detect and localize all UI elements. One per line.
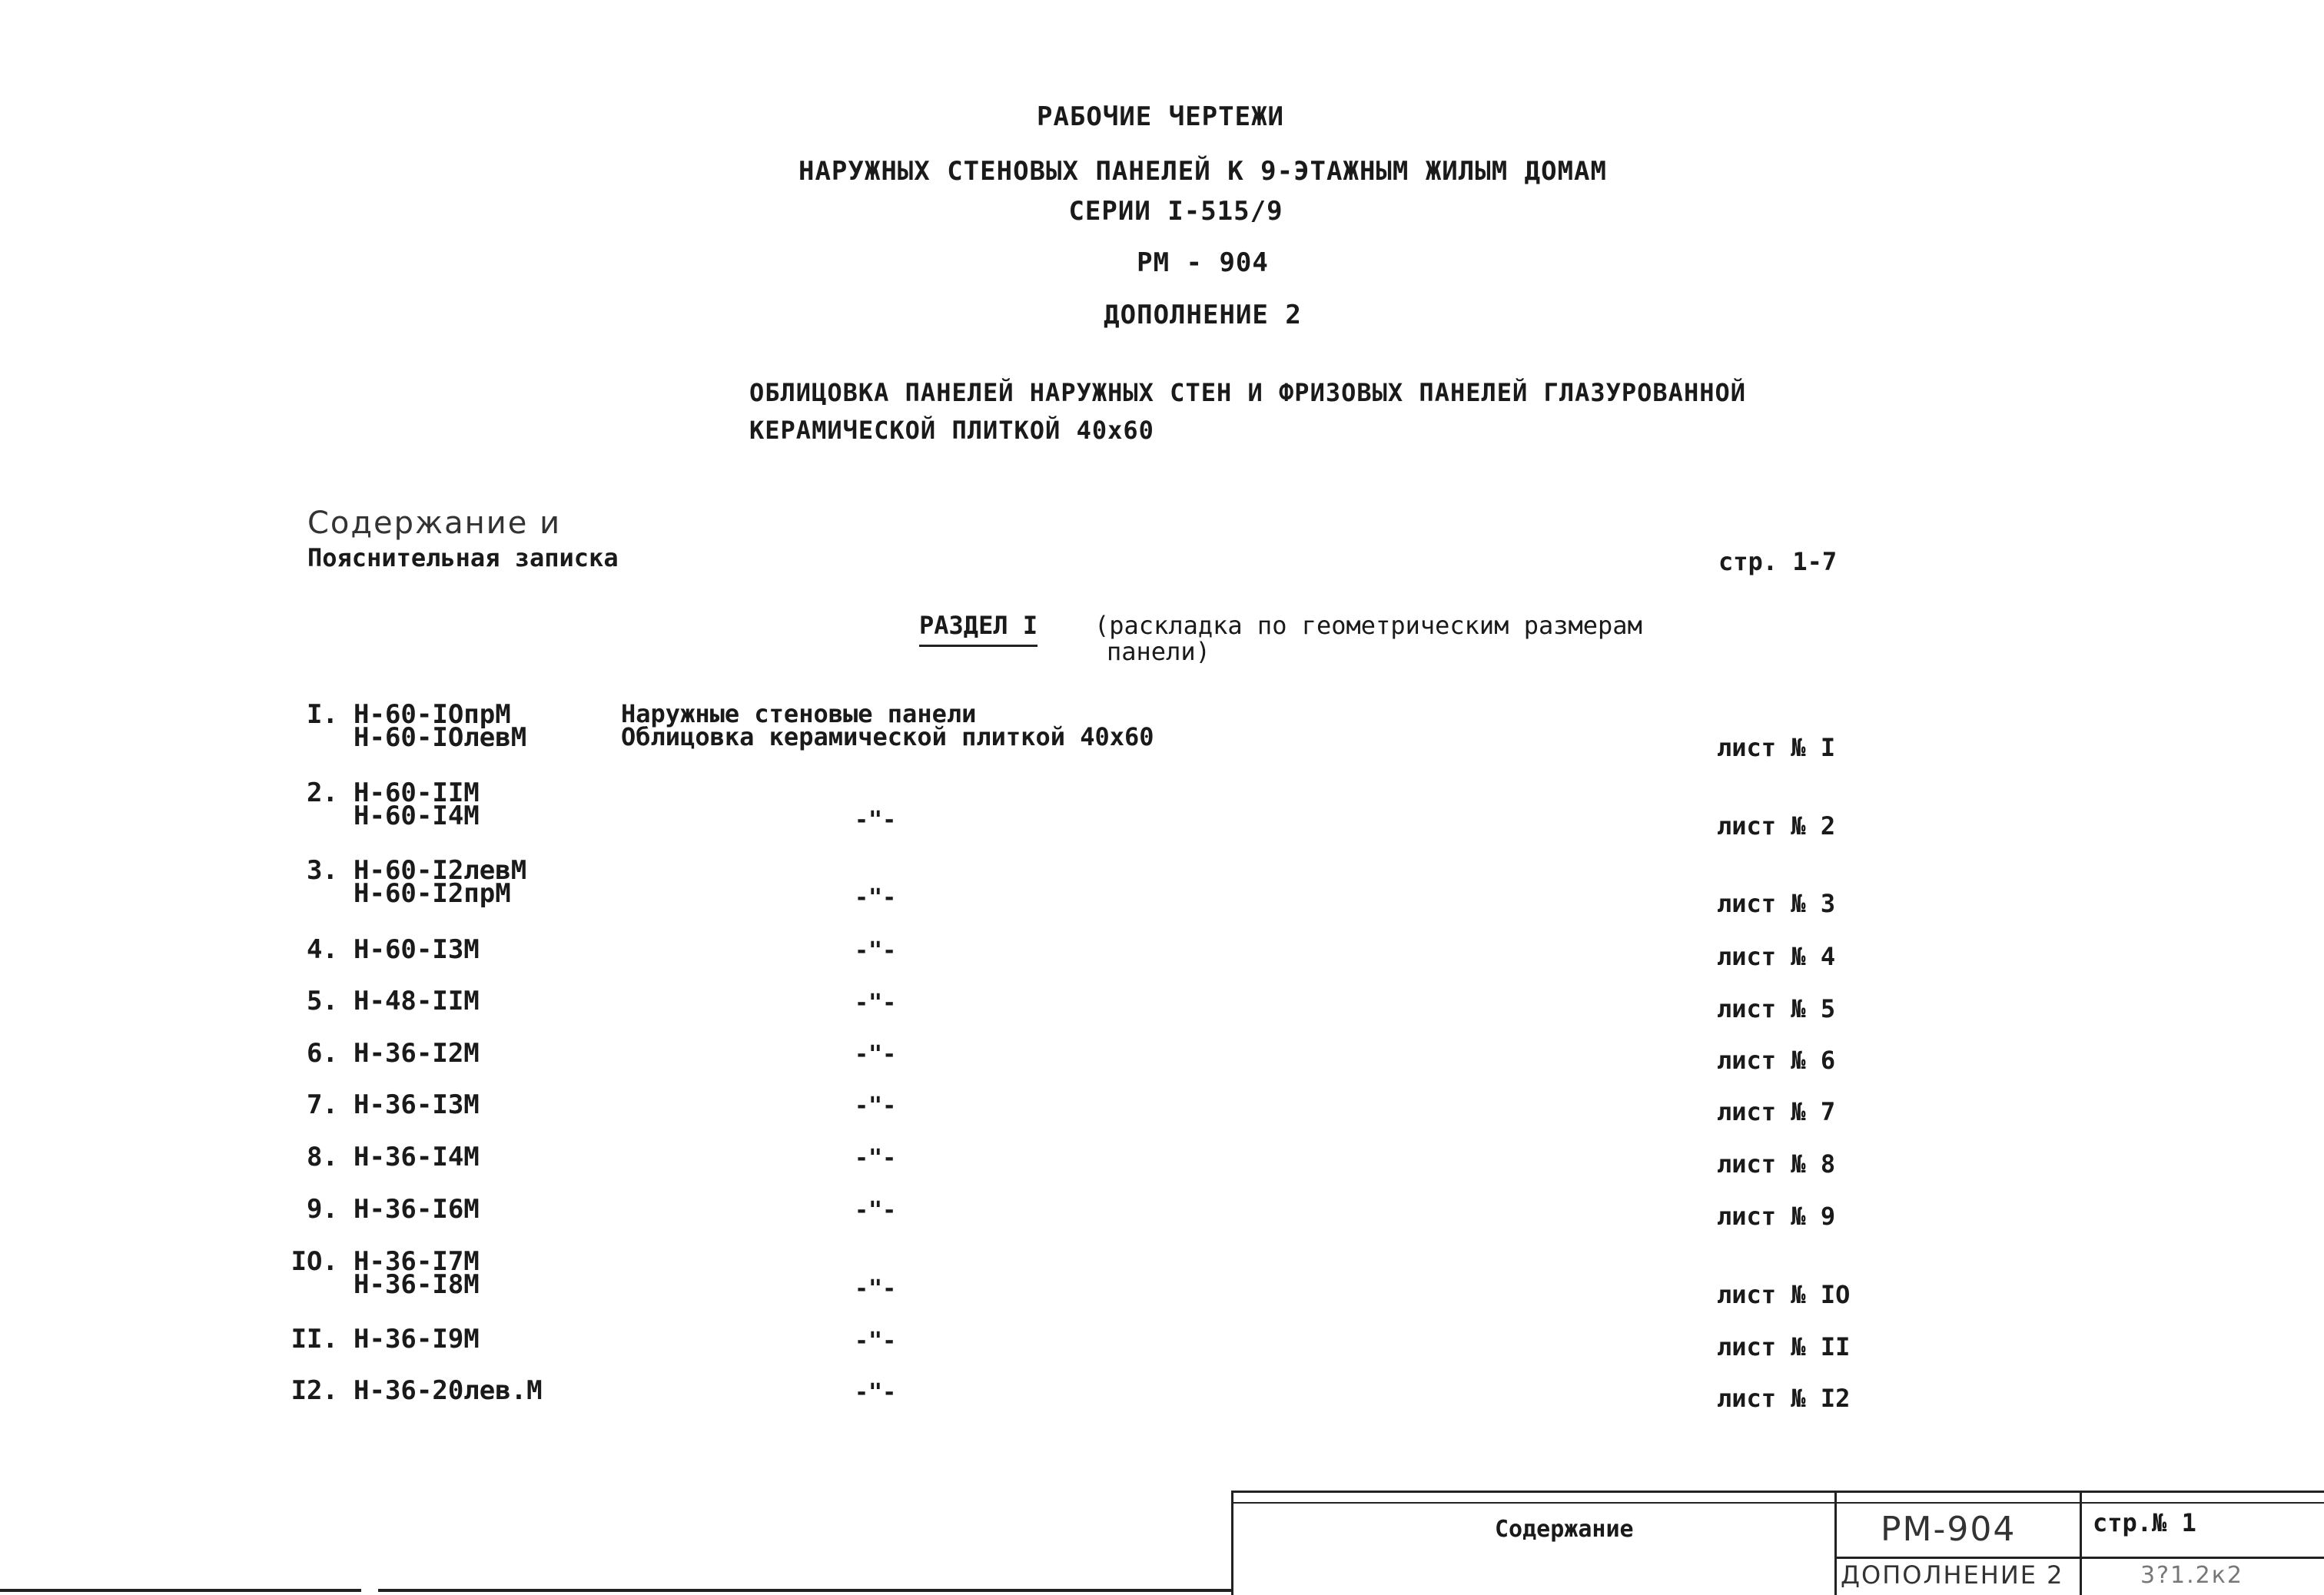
item-sheet-ref[interactable]: лист № 2 [1717, 811, 1836, 841]
item-panel-mark: Н-60-IIМ [354, 778, 480, 808]
item-number: 6. [307, 1038, 338, 1069]
item-number: 8. [307, 1142, 338, 1172]
item-sheet-ref[interactable]: лист № 6 [1717, 1046, 1836, 1075]
item-description-ditto: -"- [855, 1275, 897, 1302]
item-description-ditto: -"- [855, 807, 897, 834]
item-number: 4. [307, 934, 338, 965]
stamp-divider [1834, 1493, 1837, 1595]
item-sheet-ref[interactable]: лист № II [1717, 1332, 1851, 1361]
item-description-ditto: -"- [855, 1145, 897, 1172]
item-number: 9. [307, 1194, 338, 1225]
doc-supplement: ДОПОЛНЕНИЕ 2 [1104, 300, 1302, 330]
item-sheet-ref[interactable]: лист № IO [1717, 1280, 1851, 1309]
item-sheet-ref[interactable]: лист № I2 [1717, 1384, 1851, 1413]
item-panel-mark: Н-36-I2М [354, 1038, 480, 1069]
item-description: Облицовка керамической плиткой 40х60 [621, 722, 1154, 751]
item-panel-mark: Н-36-I6М [354, 1194, 480, 1225]
item-description-ditto: -"- [855, 937, 897, 964]
stamp-divider [1233, 1502, 2324, 1504]
item-sheet-ref[interactable]: лист № 4 [1717, 942, 1836, 971]
item-panel-mark: Н-36-I7М [354, 1246, 480, 1277]
item-panel-mark: Н-60-I2прМ [354, 878, 511, 909]
stamp-page: стр.№ 1 [2093, 1508, 2196, 1537]
item-sheet-ref[interactable]: лист № 5 [1717, 994, 1836, 1023]
item-number: I. [307, 699, 338, 730]
explanatory-note: Пояснительная записка [307, 543, 619, 572]
item-description: Наружные стеновые панели [621, 699, 977, 728]
item-panel-mark: Н-48-IIМ [354, 986, 480, 1016]
item-number: I2. [290, 1375, 338, 1406]
section-description-line2: панели) [1107, 637, 1210, 666]
title-stamp [1231, 1491, 2324, 1595]
item-panel-mark: Н-36-I4М [354, 1142, 480, 1172]
item-number: II. [290, 1324, 338, 1355]
item-number: 7. [307, 1089, 338, 1120]
stamp-code: РМ-904 [1881, 1510, 2017, 1549]
doc-subtitle-line1: ОБЛИЦОВКА ПАНЕЛЕЙ НАРУЖНЫХ СТЕН И ФРИЗОВЫХ ПАНЕЛЕЙ ГЛАЗУРОВАННОЙ [749, 378, 1746, 407]
section-description [1094, 611, 1642, 666]
item-description-ditto: -"- [855, 884, 897, 911]
item-panel-mark: Н-60-IОлевМ [354, 722, 527, 753]
doc-title-line2: НАРУЖНЫХ СТЕНОВЫХ ПАНЕЛЕЙ К 9-ЭТАЖНЫМ ЖИЛЫМ ДОМАМ [798, 156, 1608, 187]
item-panel-mark: Н-60-IОпрМ [354, 699, 511, 730]
item-sheet-ref[interactable]: лист № I [1717, 733, 1836, 762]
item-number: IO. [290, 1246, 338, 1277]
doc-code: РМ - 904 [1137, 247, 1269, 278]
item-panel-mark: Н-36-I9М [354, 1324, 480, 1355]
explanatory-note-pages: стр. 1-7 [1718, 547, 1838, 576]
item-sheet-ref[interactable]: лист № 9 [1717, 1202, 1836, 1231]
stamp-title: Содержание [1495, 1516, 1634, 1543]
stamp-divider [1834, 1557, 2324, 1559]
bottom-border [0, 1589, 361, 1592]
stamp-inventory: 3?1.2к2 [2140, 1562, 2243, 1589]
item-description-ditto: -"- [855, 1379, 897, 1406]
item-panel-mark: Н-60-I4М [354, 801, 480, 831]
item-sheet-ref[interactable]: лист № 8 [1717, 1149, 1836, 1179]
item-panel-mark: Н-60-I2левМ [354, 855, 527, 886]
section-label: РАЗДЕЛ I [919, 611, 1038, 647]
item-description-ditto: -"- [855, 1197, 897, 1224]
item-panel-mark: Н-36-I8М [354, 1269, 480, 1300]
stamp-divider [2080, 1493, 2082, 1595]
doc-series: СЕРИИ I-515/9 [1068, 196, 1283, 227]
doc-subtitle-line2: КЕРАМИЧЕСКОЙ ПЛИТКОЙ 40х60 [749, 416, 1154, 445]
item-description-ditto: -"- [855, 1093, 897, 1119]
item-description-ditto: -"- [855, 1328, 897, 1355]
item-panel-mark: Н-36-I3М [354, 1089, 480, 1120]
stamp-supplement: ДОПОЛНЕНИЕ 2 [1841, 1560, 2064, 1590]
item-number: 5. [307, 986, 338, 1016]
item-number: 2. [307, 778, 338, 808]
doc-title: РАБОЧИЕ ЧЕРТЕЖИ [1036, 101, 1285, 132]
item-sheet-ref[interactable]: лист № 3 [1717, 889, 1836, 918]
item-panel-mark: Н-36-20лев.М [354, 1375, 543, 1406]
item-panel-mark: Н-60-I3М [354, 934, 480, 965]
item-description-ditto: -"- [855, 990, 897, 1016]
item-sheet-ref[interactable]: лист № 7 [1717, 1097, 1836, 1126]
section-description-line1: (раскладка по геометрическим размерам [1094, 611, 1642, 640]
bottom-border [378, 1589, 1231, 1592]
item-description-ditto: -"- [855, 1041, 897, 1068]
item-number: 3. [307, 855, 338, 886]
contents-heading: Содержание и [307, 506, 562, 541]
